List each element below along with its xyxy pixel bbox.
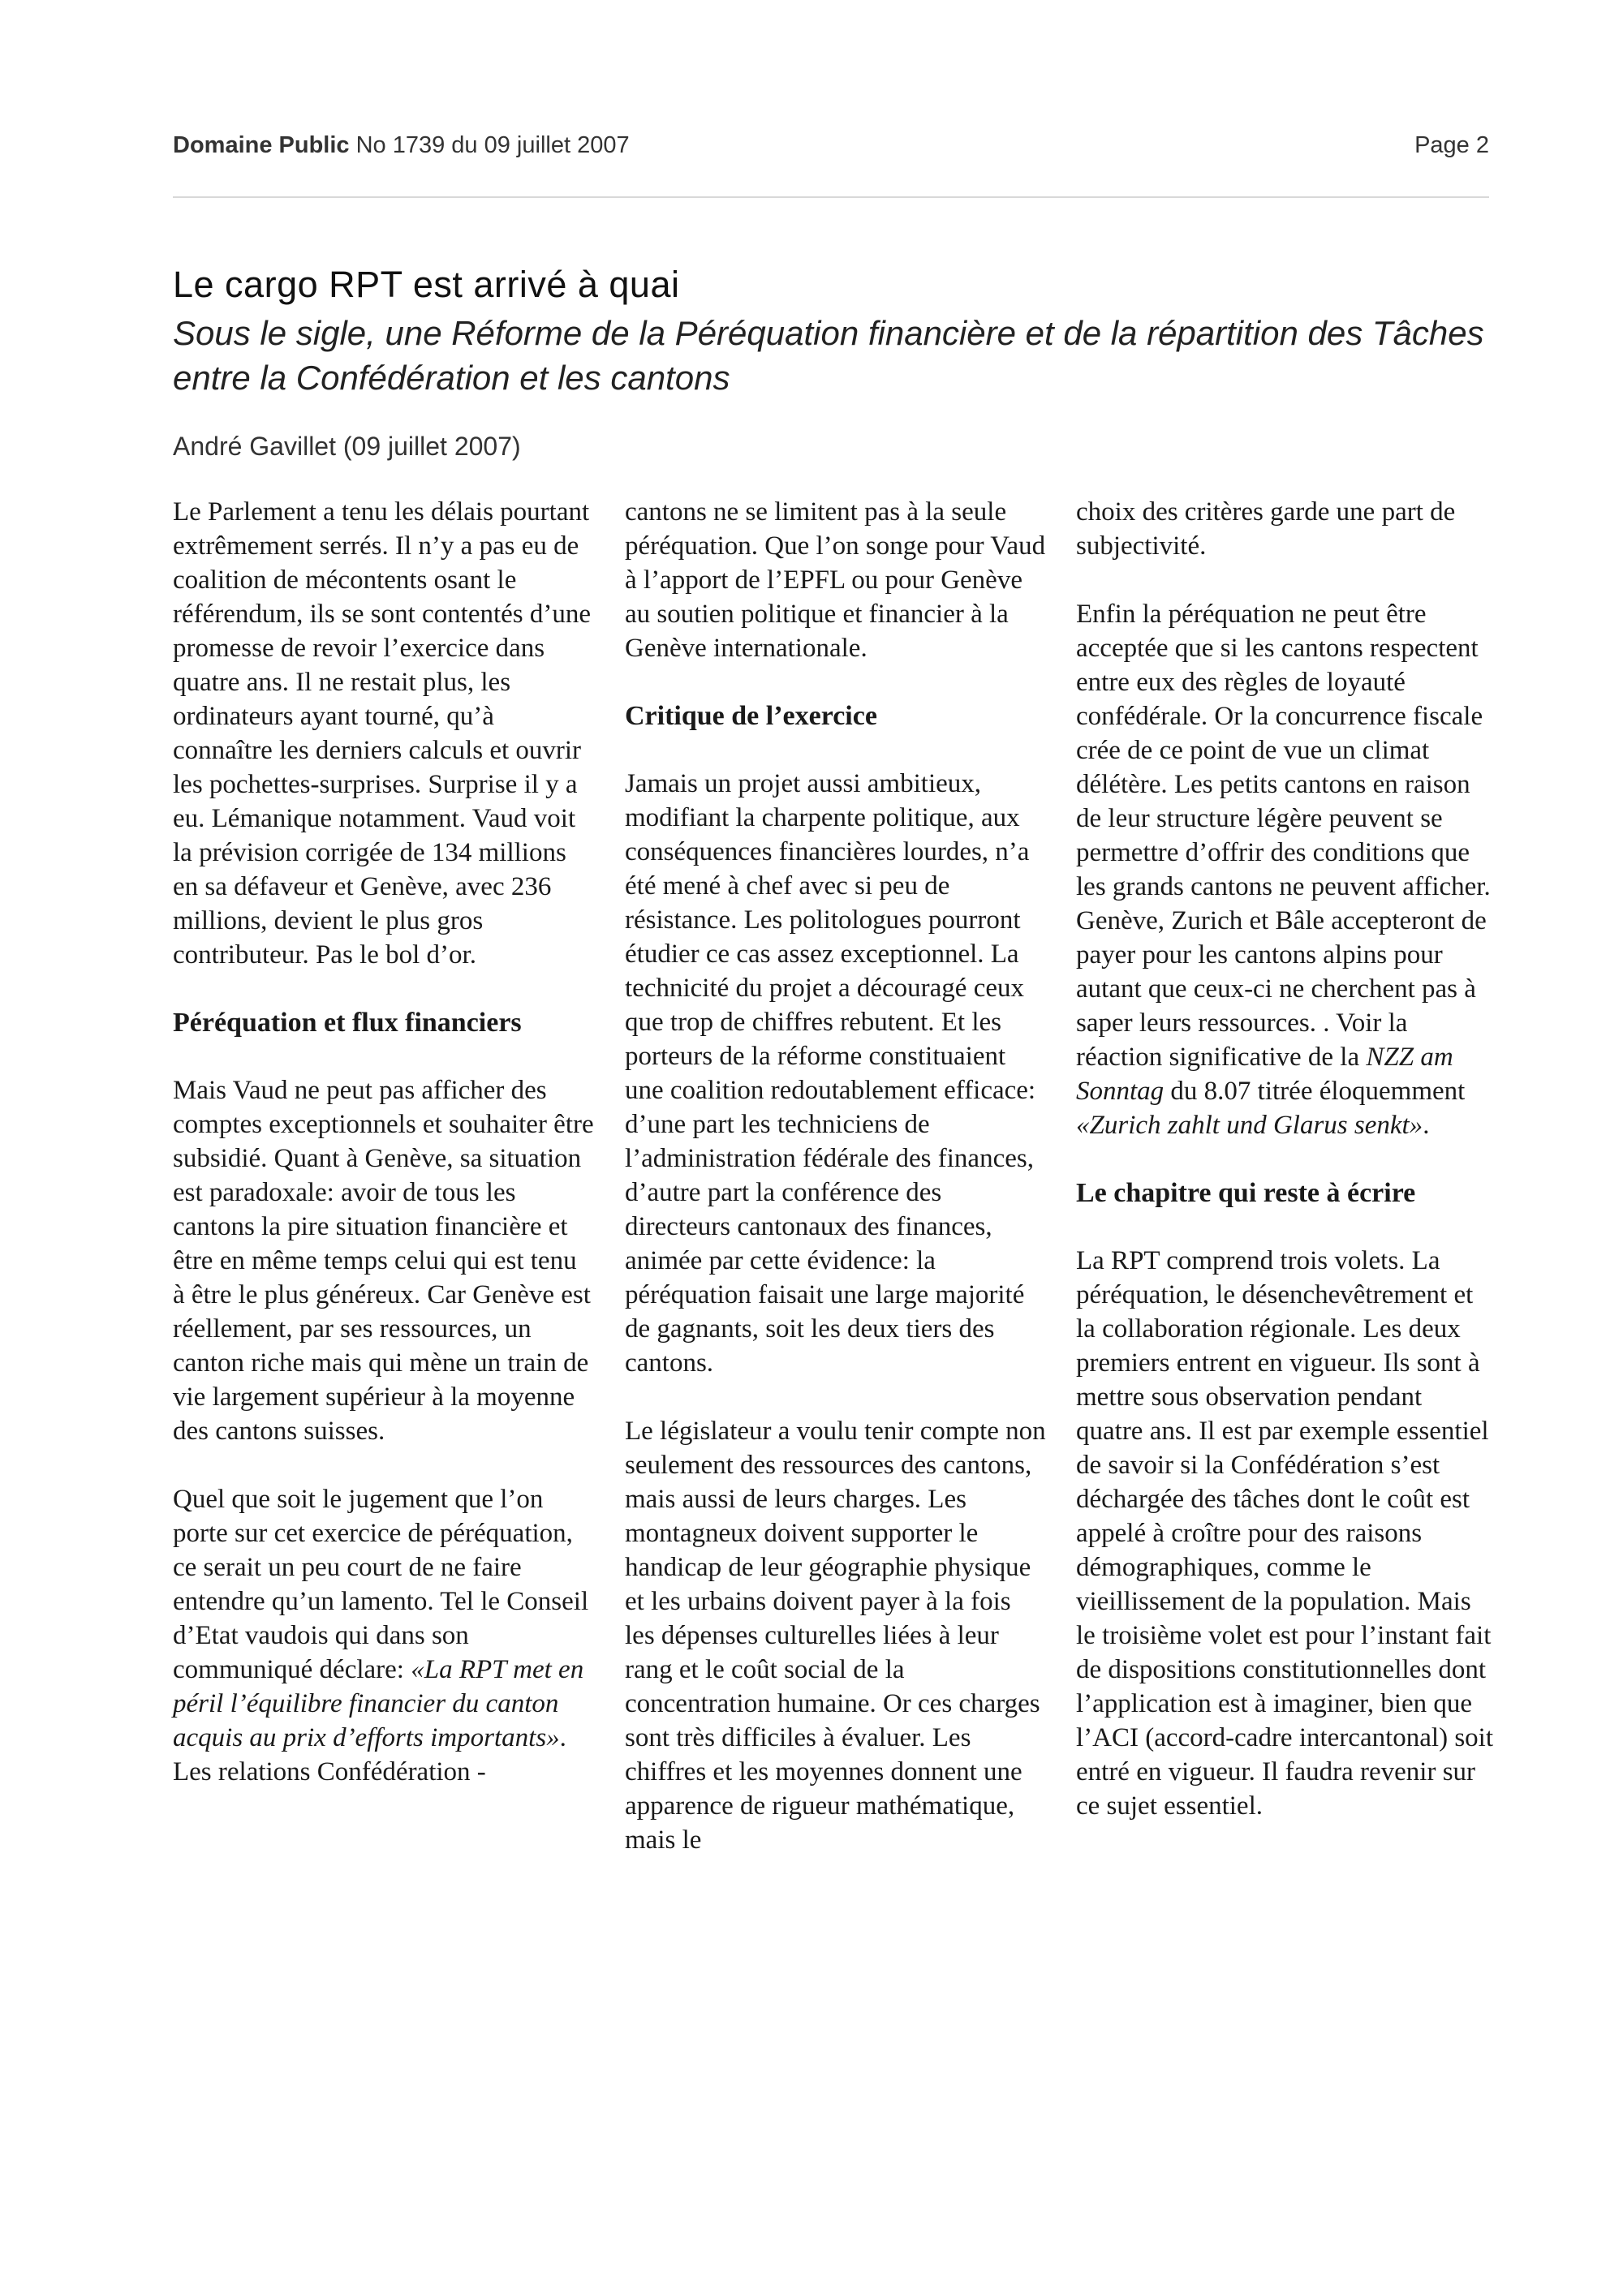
page-header <box>173 132 1489 173</box>
section-heading: Péréquation et flux financiers <box>173 1008 522 1038</box>
newspaper-title: NZZ am Sonntag <box>1076 1043 1453 1106</box>
issue-info <box>173 132 630 159</box>
text-column-1 <box>173 495 595 1823</box>
paragraph: La RPT comprend trois volets. La péréquation, le désenchevêtrement et la collaboration régionale. Les deux premiers entrent en vigueur. Ils sont à mettre sous observation pendant quatre ans. Il est par exemple essentiel de savoir si la Confédération s’est déchargée des tâches dont le coût est appelé à croître pour des raisons démographiques, comme le vieillissement de la population. Mais le troisième volet est pour l’instant fait de dispositions constitutionnelles dont l’application est à imaginer, bien que l’ACI (accord-cadre intercantonal) soit entré en vigueur. Il faudra revenir sur ce sujet essentiel. <box>1076 1246 1493 1821</box>
paragraph: Le législateur a voulu tenir compte non seulement des ressources des cantons, mais aussi de leurs charges. Les montagneux doivent supporter le handicap de leur géographie physique et les urbains doivent payer à la fois les dépenses culturelles liées à leur rang et le coût social de la concentration humaine. Or ces charges sont très difficiles à évaluer. Les chiffres et les moyennes donnent une apparence de rigueur mathématique, mais le <box>625 1417 1046 1855</box>
header-divider <box>173 196 1489 198</box>
page-number: Page 2 <box>1414 132 1489 158</box>
issue-number: No 1739 du 09 juillet 2007 <box>355 132 630 158</box>
paragraph-text: . Les relations Confédération - <box>173 1723 566 1786</box>
paragraph: Jamais un projet aussi ambitieux, modifiant la charpente politique, aux conséquences financières lourdes, n’a été mené à chef avec si peu de résistance. Les politologues pourront étudier ce cas assez exceptionnel. La technicité du projet a découragé ceux que trop de chiffres rebutent. Et les porteurs de la réforme constituaient une coalition redoutablement efficace: d’une part les techniciens de l’administration fédérale des finances, d’autre part la conférence des directeurs cantonaux des finances, animée par cette évidence: la péréquation faisait une large majorité de gagnants, soit les deux tiers des cantons. <box>625 769 1036 1378</box>
text-column-3 <box>1076 495 1494 1857</box>
quote-conseil-etat: «La RPT met en péril l’équilibre financier du canton acquis au prix d’efforts importants» <box>173 1655 584 1752</box>
paragraph-text: Quel que soit le jugement que l’on porte sur cet exercice de péréquation, ce serait un peu court de ne faire entendre qu’un lamento. Tel le Conseil d’Etat vaudois qui dans son communiqué déclare: <box>173 1485 589 1684</box>
section-heading: Le chapitre qui reste à écrire <box>1076 1178 1416 1208</box>
paragraph: choix des critères garde une part de subjectivité. <box>1076 497 1456 561</box>
paragraph-text: . <box>1423 1111 1430 1140</box>
paragraph-with-quote <box>1076 597 1494 1142</box>
section-heading: Critique de l’exercice <box>625 701 877 731</box>
paragraph: Le Parlement a tenu les délais pourtant extrêmement serrés. Il n’y a pas eu de coalition de mécontents osant le référendum, ils se sont contentés d’une promesse de revoir l’exercice dans quatre ans. Il ne restait plus, les ordinateurs ayant tourné, qu’à connaître les derniers calculs et ouvrir les pochettes-surprises. Surprise il y a eu. Lémanique notamment. Vaud voit la prévision corrigée de 134 millions en sa défaveur et Genève, avec 236 millions, devient le plus gros contributeur. Pas le bol d’or. <box>173 497 592 970</box>
paragraph-text: Enfin la péréquation ne peut être acceptée que si les cantons respectent entre eux des règles de loyauté confédérale. Or la concurrence fiscale crée de ce point de vue un climat délétère. Les petits cantons en raison de leur structure légère peuvent se permettre d’offrir des conditions que les grands cantons ne peuvent afficher. Genève, Zurich et Bâle accepteront de payer pour les cantons alpins pour autant que ceux-ci ne cherchent pas à saper leurs ressources. . Voir la réaction significative de la <box>1076 600 1491 1072</box>
publication-name: Domaine Public <box>173 132 350 158</box>
article-byline: André Gavillet (09 juillet 2007) <box>173 432 521 461</box>
paragraph-with-quote <box>173 1482 595 1789</box>
article-subtitle: Sous le sigle, une Réforme de la Péréquation financière et de la répartition des Tâches entre la Confédération et les cantons <box>173 314 1484 397</box>
text-column-2 <box>625 495 1047 1891</box>
quote-nzz-headline: «Zurich zahlt und Glarus senkt» <box>1076 1111 1423 1140</box>
article-title: Le cargo RPT est arrivé à quai <box>173 264 680 305</box>
paragraph: cantons ne se limitent pas à la seule péréquation. Que l’on songe pour Vaud à l’apport de l’EPFL ou pour Genève au soutien politique et financier à la Genève internationale. <box>625 497 1046 663</box>
paragraph: Mais Vaud ne peut pas afficher des comptes exceptionnels et souhaiter être subsidié. Quant à Genève, sa situation est paradoxale: avoir de tous les cantons la pire situation financière et être en même temps celui qui est tenu à être le plus généreux. Car Genève est réellement, par ses ressources, un canton riche mais qui mène un train de vie largement supérieur à la moyenne des cantons suisses. <box>173 1076 594 1446</box>
paragraph-text: du 8.07 titrée éloquemment <box>1164 1077 1466 1106</box>
